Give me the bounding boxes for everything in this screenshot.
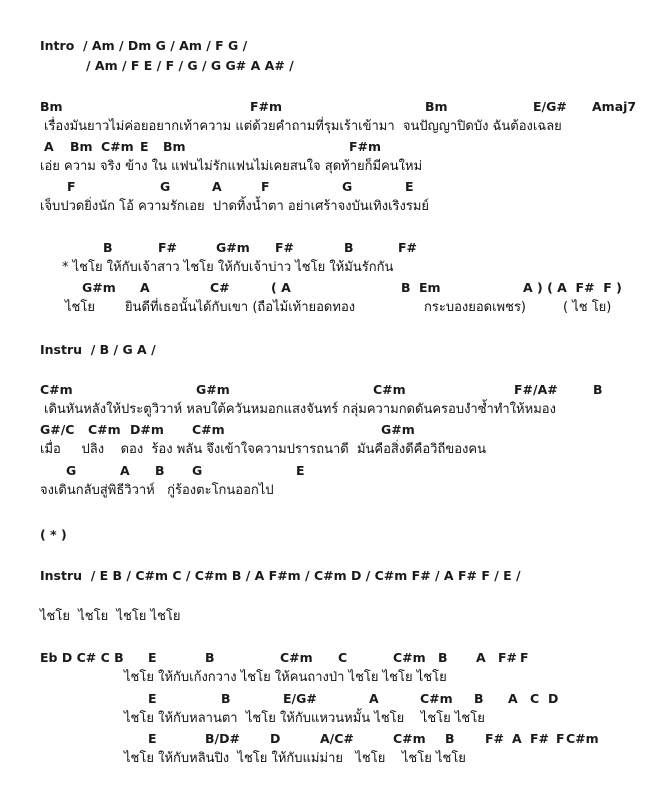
chord-label: A xyxy=(369,691,379,706)
lyric-text: ยินดีที่เธอนั้นได้กับเขา (ถือไม้เท้ายอดทอง xyxy=(125,300,356,315)
chord-label: C# xyxy=(210,280,230,295)
chord-label: B xyxy=(438,650,448,665)
chord-label: A/C# xyxy=(320,731,354,746)
chord-label: C#m xyxy=(420,691,453,706)
chord-label: F xyxy=(556,731,565,746)
lyric-text: เรื่องมันยาวไม่ค่อยอยากเท้าความ แต่ด้วยคำถามที่รุมเร้าเข้ามา จนปัญญาปิดบัง ฉันต้องเฉลย xyxy=(44,119,562,134)
chord-label: F# xyxy=(275,240,295,255)
chord-line xyxy=(0,729,670,749)
chord-label: B xyxy=(221,691,231,706)
lyric-line xyxy=(0,668,670,688)
chord-label: D xyxy=(548,691,559,706)
chord-label: B xyxy=(155,463,165,478)
chord-label: F#/A# xyxy=(514,382,558,397)
instrumental-1: Instru / B / G A / xyxy=(40,342,156,357)
chord-line xyxy=(0,177,670,197)
chord-label: C#m xyxy=(280,650,313,665)
instrumental-2: Instru / E B / C#m C / C#m B / A F#m / C#m D / C#m F# / A F# F / E / xyxy=(40,568,521,583)
chord-label: B xyxy=(474,691,484,706)
chord-label: B xyxy=(401,280,411,295)
chord-label: B xyxy=(205,650,215,665)
chord-label: B xyxy=(593,382,603,397)
lyric-line xyxy=(0,298,670,318)
repeat-chorus-marker: ( * ) xyxy=(40,527,67,542)
chord-label: G xyxy=(66,463,77,478)
lyric-line xyxy=(0,157,670,177)
lyric-line xyxy=(0,400,670,420)
chord-label: D xyxy=(270,731,281,746)
chord-label: A xyxy=(508,691,518,706)
chord-label: F# xyxy=(485,731,505,746)
chord-label: C#m xyxy=(101,139,134,154)
chord-label: E/G# xyxy=(283,691,317,706)
chord-line xyxy=(0,689,670,709)
chord-line xyxy=(0,97,670,117)
chord-label: E xyxy=(296,463,305,478)
lyric-text: ไชโย ให้กับเก้งกวาง ไชโย ให้คนถางป่า ไชโย ไชโย ไชโย xyxy=(124,670,447,685)
chord-label: Em xyxy=(419,280,441,295)
lyric-text: เจ็บปวดยิ่งนัก โอ้ ความรักเอย ปาดทิ้งน้ำตา อย่าเศร้าจงบันเทิงเริงรมย์ xyxy=(40,199,430,214)
chord-line xyxy=(0,137,670,157)
chord-label: G xyxy=(160,179,171,194)
chord-line xyxy=(0,420,670,440)
lyric-text: เมื่อ ปลิง ดอง ร้อง พลัน จึงเข้าใจความปรารถนาดี มันคือสิ่งดีคือวิถีของคน xyxy=(40,442,486,457)
chord-label: G xyxy=(342,179,353,194)
chord-label: F xyxy=(261,179,270,194)
lyric-text: เดินหันหลังให้ประตูวิวาห์ หลบใต้ควันหมอกแสงจันทร์ กลุ่มความกดดันครอบงำซ้ำทำให้หมอง xyxy=(44,402,556,417)
chord-label: E xyxy=(148,731,157,746)
chord-label: F# xyxy=(158,240,178,255)
chord-label: Bm xyxy=(425,99,448,114)
chord-label: F# xyxy=(530,731,550,746)
lyric-text: จงเดินกลับสู่พิธีวิวาห์ กู่ร้องตะโกนออกไป xyxy=(40,483,274,498)
chord-label: A xyxy=(512,731,522,746)
lyric-line xyxy=(0,258,670,278)
chord-label: Bm xyxy=(70,139,93,154)
chord-label: G#m xyxy=(196,382,230,397)
chord-label: A xyxy=(140,280,150,295)
chord-line xyxy=(0,648,670,668)
cheer-line: ไชโย ไชโย ไชโย ไชโย xyxy=(40,609,181,624)
chord-label: G#m xyxy=(216,240,250,255)
chord-label: C#m xyxy=(393,650,426,665)
lyric-text: เอ่ย ความ จริง ข้าง ใน แฟนไม่รักแฟนไม่เคยสนใจ สุดท้ายก็มีคนใหม่ xyxy=(40,159,423,174)
chord-label: B/D# xyxy=(205,731,240,746)
chord-label: C#m xyxy=(566,731,599,746)
chord-label: C#m xyxy=(40,382,73,397)
chord-label: Amaj7 xyxy=(592,99,637,114)
chord-label: A xyxy=(44,139,54,154)
chord-label: F xyxy=(67,179,76,194)
chord-label: F xyxy=(520,650,529,665)
chord-label: B xyxy=(344,240,354,255)
chord-label: C#m xyxy=(192,422,225,437)
lyric-text: * ไชโย ให้กับเจ้าสาว ไชโย ให้กับเจ้าบ่าว ไชโย ให้มันรักกัน xyxy=(62,260,394,275)
chord-line xyxy=(0,238,670,258)
chord-line xyxy=(0,278,670,298)
chord-label: E/G# xyxy=(533,99,567,114)
intro-line-1: Intro / Am / Dm G / Am / F G / xyxy=(40,38,248,53)
chord-label: A ) ( A F# F ) xyxy=(523,280,622,295)
chord-label: C#m xyxy=(88,422,121,437)
lyric-line xyxy=(0,709,670,729)
chord-label: Bm xyxy=(163,139,186,154)
lyric-text: ไชโย ให้กับหลินปิง ไชโย ให้กับแม่ม่าย ไชโย ไชโย ไชโย xyxy=(124,751,466,766)
chord-label: F# xyxy=(398,240,418,255)
chord-label: A xyxy=(212,179,222,194)
chord-label: F#m xyxy=(250,99,283,114)
lyric-line xyxy=(0,117,670,137)
lyric-line xyxy=(0,481,670,501)
chord-label: C#m xyxy=(373,382,406,397)
chord-line xyxy=(0,380,670,400)
lyric-line xyxy=(0,749,670,769)
chord-label: Eb D C# C B xyxy=(40,650,124,665)
intro-line-2: / Am / F E / F / G / G G# A A# / xyxy=(86,58,294,73)
chord-label: D#m xyxy=(130,422,164,437)
chord-label: C xyxy=(338,650,348,665)
chord-label: C#m xyxy=(393,731,426,746)
chord-label: A xyxy=(476,650,486,665)
chord-label: G xyxy=(192,463,203,478)
chord-label: E xyxy=(148,650,157,665)
lyric-text: ไชโย ให้กับหลานตา ไชโย ให้กับแหวนหมั้น ไชโย ไชโย ไชโย xyxy=(124,711,485,726)
chord-label: ( A xyxy=(271,280,291,295)
chord-label: F#m xyxy=(349,139,382,154)
chord-label: B xyxy=(103,240,113,255)
chord-label: C xyxy=(530,691,540,706)
lyric-line xyxy=(0,197,670,217)
chord-label: E xyxy=(140,139,149,154)
lyric-line xyxy=(0,440,670,460)
chord-label: F# xyxy=(498,650,518,665)
chord-line xyxy=(0,461,670,481)
chord-label: G#m xyxy=(381,422,415,437)
chord-label: G#m xyxy=(82,280,116,295)
lyric-text: ไชโย xyxy=(65,300,95,315)
chord-label: G#/C xyxy=(40,422,75,437)
chord-label: E xyxy=(148,691,157,706)
chord-label: A xyxy=(120,463,130,478)
lyric-text: ( ไช โย) xyxy=(563,300,612,315)
chord-label: E xyxy=(405,179,414,194)
chord-label: B xyxy=(445,731,455,746)
chord-label: Bm xyxy=(40,99,63,114)
lyric-text: กระบองยอดเพชร) xyxy=(424,300,527,315)
